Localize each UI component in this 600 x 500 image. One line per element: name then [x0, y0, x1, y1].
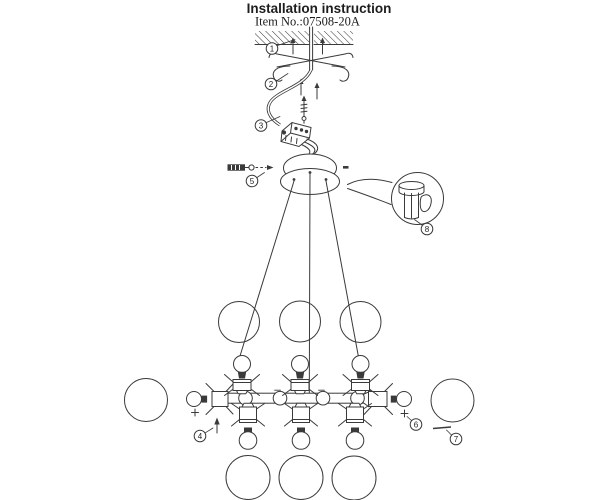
glass-globe-shades-upper — [219, 301, 382, 343]
shade-dash-mark — [433, 427, 451, 429]
svg-text:7: 7 — [453, 434, 459, 444]
upper-socket-unit — [283, 356, 318, 396]
glass-globe-shades-lower — [226, 456, 376, 500]
page-title: Installation instruction — [246, 1, 392, 16]
callout-2 — [265, 74, 288, 90]
terminal-screw — [301, 96, 307, 128]
ceiling-hatch — [255, 31, 353, 45]
svg-text:8: 8 — [424, 224, 430, 234]
side-screw-left — [192, 409, 199, 416]
sockets-lower — [232, 403, 372, 449]
svg-text:5: 5 — [249, 176, 255, 186]
lower-socket-unit — [339, 403, 372, 449]
callout-7 — [447, 430, 462, 445]
upper-socket-unit — [343, 356, 378, 396]
side-screw-right — [401, 410, 408, 417]
canopy-screw-arrow — [343, 166, 349, 169]
lower-socket-unit — [285, 403, 318, 449]
cord-grip-detail-bubble — [348, 173, 444, 225]
svg-text:4: 4 — [197, 431, 203, 441]
sockets-upper — [225, 356, 379, 396]
callout-4 — [194, 428, 213, 442]
glass-globe-shade-right — [431, 379, 474, 422]
threaded-pipe — [310, 27, 313, 70]
end-bulb-right — [391, 392, 412, 407]
item-number: Item No.:07508-20A — [255, 14, 360, 29]
glass-globe-shade-left — [125, 379, 168, 422]
svg-text:3: 3 — [258, 121, 264, 131]
callout-6 — [407, 417, 422, 431]
insert-arrow — [214, 418, 219, 434]
end-bulb-left — [187, 392, 208, 407]
upper-socket-unit — [225, 356, 260, 396]
mounting-crossbar — [269, 53, 353, 81]
canopy-screw — [228, 164, 274, 170]
svg-text:6: 6 — [413, 420, 419, 430]
callout-5 — [246, 173, 264, 187]
svg-text:1: 1 — [269, 44, 275, 54]
lower-socket-unit — [232, 403, 265, 449]
svg-text:2: 2 — [268, 79, 274, 89]
